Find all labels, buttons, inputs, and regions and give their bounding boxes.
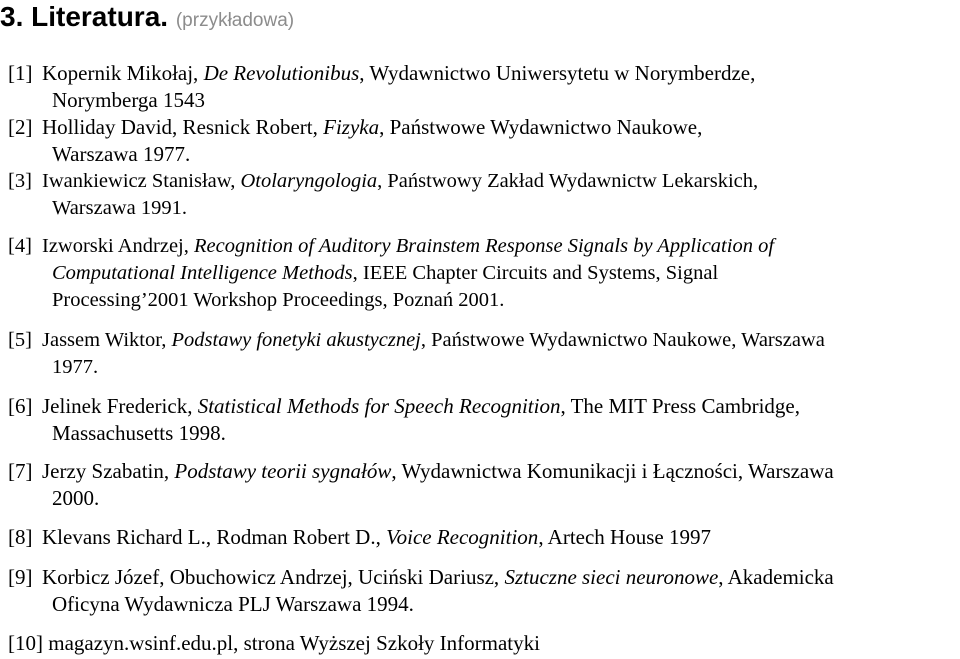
reference-authors: Iwankiewicz Stanisław, bbox=[42, 170, 241, 192]
reference-authors: Jassem Wiktor, bbox=[42, 329, 172, 351]
reference-authors: Korbicz Józef, Obuchowicz Andrzej, Uciński Dariusz, bbox=[42, 565, 505, 589]
reference-authors: Kopernik Mikołaj, bbox=[42, 61, 204, 85]
reference-continuation: 1977. bbox=[52, 356, 99, 378]
reference-publisher: , Państwowe Wydawnictwo Naukowe, Warszawa bbox=[420, 329, 825, 351]
reference-authors: Jelinek Frederick, bbox=[42, 394, 198, 418]
reference-continuation: Massachusetts 1998. bbox=[52, 421, 226, 445]
section-note: (przykładowa) bbox=[175, 10, 295, 31]
reference-number: [5] bbox=[8, 329, 32, 351]
reference-item-8 bbox=[8, 524, 956, 551]
reference-title-continuation: Computational Intelligence Methods bbox=[52, 262, 353, 284]
reference-item-1 bbox=[8, 60, 956, 114]
reference-authors: Holliday David, Resnick Robert, bbox=[42, 115, 324, 139]
reference-number: [9] bbox=[8, 565, 33, 589]
reference-title: Fizyka bbox=[323, 115, 380, 139]
reference-publisher: , The MIT Press Cambridge, bbox=[560, 394, 800, 418]
reference-number: [7] bbox=[8, 459, 33, 483]
reference-number: [10] bbox=[8, 631, 43, 655]
reference-publisher: , Wydawnictwo Uniwersytetu w Norymberdze, bbox=[359, 61, 756, 85]
reference-item-2 bbox=[8, 114, 956, 168]
reference-authors: Klevans Richard L., Rodman Robert D., bbox=[42, 525, 387, 549]
reference-title: Statistical Methods for Speech Recognition bbox=[197, 394, 561, 418]
reference-continuation: Oficyna Wydawnicza PLJ Warszawa 1994. bbox=[52, 592, 414, 616]
reference-number: [1] bbox=[8, 61, 33, 85]
reference-item-7 bbox=[8, 458, 956, 512]
reference-authors: Jerzy Szabatin, bbox=[42, 459, 175, 483]
reference-publisher: , Państwowe Wydawnictwo Naukowe, bbox=[379, 115, 703, 139]
reference-item-3 bbox=[8, 168, 956, 222]
reference-number: [8] bbox=[8, 525, 33, 549]
reference-website: magazyn.wsinf.edu.pl, strona Wyższej Szkoły Informatyki bbox=[48, 631, 540, 655]
reference-item-10 bbox=[8, 630, 956, 657]
reference-continuation: Processing’2001 Workshop Proceedings, Poznań 2001. bbox=[52, 289, 505, 311]
reference-publisher: , Wydawnictwa Komunikacji i Łączności, Warszawa bbox=[391, 459, 834, 483]
reference-title: Podstawy fonetyki akustycznej bbox=[171, 329, 421, 351]
reference-title: Recognition of Auditory Brainstem Response Signals by Application of bbox=[194, 235, 775, 257]
reference-continuation: Norymberga 1543 bbox=[52, 88, 205, 112]
reference-continuation: Warszawa 1977. bbox=[52, 142, 191, 166]
reference-title: Voice Recognition bbox=[386, 525, 539, 549]
reference-item-5 bbox=[8, 327, 956, 381]
reference-publisher: , IEEE Chapter Circuits and Systems, Signal bbox=[352, 262, 719, 284]
reference-publisher: , Akademicka bbox=[718, 565, 834, 589]
reference-title: Otolaryngologia bbox=[240, 170, 378, 192]
reference-number: [2] bbox=[8, 115, 33, 139]
reference-number: [6] bbox=[8, 394, 33, 418]
reference-item-4 bbox=[8, 233, 956, 314]
reference-title: Sztuczne sieci neuronowe bbox=[504, 565, 719, 589]
reference-authors: Izworski Andrzej, bbox=[42, 235, 194, 257]
reference-continuation: 2000. bbox=[52, 486, 100, 510]
reference-publisher: , Artech House 1997 bbox=[538, 525, 711, 549]
reference-publisher: , Państwowy Zakład Wydawnictw Lekarskich, bbox=[377, 170, 759, 192]
reference-number: [4] bbox=[8, 235, 32, 257]
reference-item-9 bbox=[8, 564, 956, 618]
reference-item-6 bbox=[8, 393, 956, 447]
reference-number: [3] bbox=[8, 170, 32, 192]
reference-continuation: Warszawa 1991. bbox=[52, 197, 187, 219]
section-title: 3. Literatura. bbox=[0, 1, 169, 32]
reference-title: De Revolutionibus bbox=[203, 61, 360, 85]
reference-title: Podstawy teorii sygnałów bbox=[174, 459, 392, 483]
